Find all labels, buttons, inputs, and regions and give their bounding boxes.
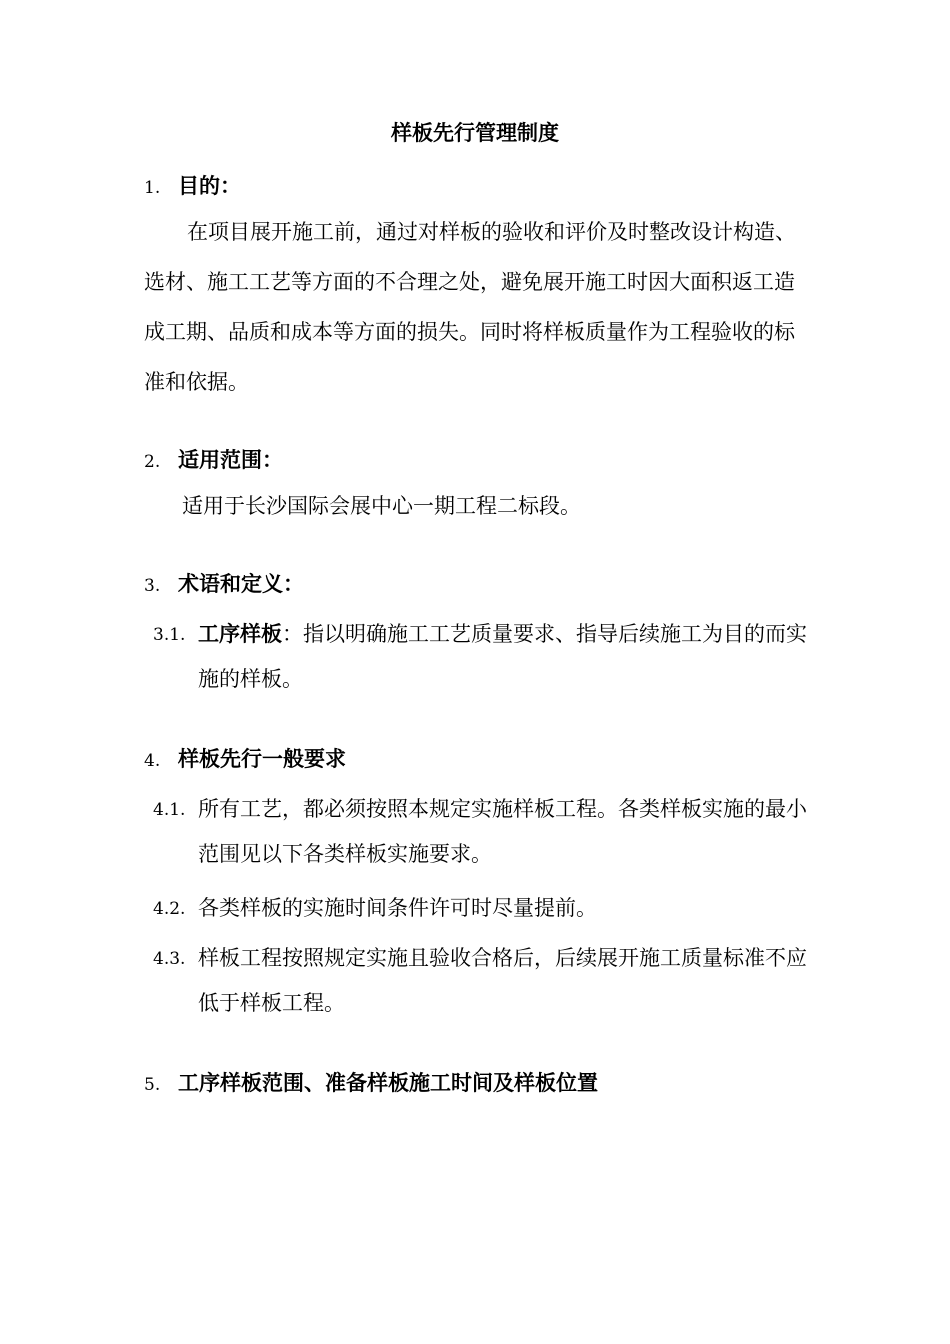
section-title: 适用范围：	[178, 448, 283, 472]
section-title: 工序样板范围、准备样板施工时间及样板位置	[178, 1071, 598, 1095]
section-title: 术语和定义：	[178, 572, 304, 596]
item-number: 3.1.	[153, 625, 186, 645]
list-item: 样板工程按照规定实施且验收合格后，后续展开施工质量标准不应低于样板工程。	[198, 946, 807, 1015]
item-term: 工序样板	[198, 622, 282, 646]
item-text: ：指以明确施工工艺质量要求、指导后续施工为目的而实施的样板。	[198, 622, 807, 691]
item-number: 4.2.	[153, 899, 186, 919]
list-item: 所有工艺，都必须按照本规定实施样板工程。各类样板实施的最小范围见以下各类样板实施要求。	[198, 797, 807, 866]
item-number: 4.3.	[153, 949, 186, 969]
section-heading-2	[144, 444, 283, 476]
section-number: 4.	[144, 751, 161, 771]
document-title: 样板先行管理制度	[391, 121, 559, 145]
list-item	[198, 612, 818, 702]
list-item: 各类样板的实施时间条件许可时尽量提前。	[198, 896, 597, 920]
section-number: 1.	[144, 178, 161, 198]
section-paragraph-1: 在项目展开施工前，通过对样板的验收和评价及时整改设计构造、选材、施工工艺等方面的不合理之处，避免展开施工时因大面积返工造成工期、品质和成本等方面的损失。同时将样板质量作为工程验收的标准和依据。	[144, 220, 796, 394]
section-heading-3	[144, 568, 304, 600]
section-number: 5.	[144, 1075, 161, 1095]
section-number: 2.	[144, 452, 161, 472]
section-paragraph-2: 适用于长沙国际会展中心一期工程二标段。	[182, 494, 581, 518]
section-title: 目的：	[178, 174, 241, 198]
item-number: 4.1.	[153, 800, 186, 820]
section-heading-4	[144, 743, 346, 775]
section-heading-1	[144, 170, 241, 202]
section-title: 样板先行一般要求	[178, 747, 346, 771]
section-heading-5	[144, 1067, 598, 1099]
section-number: 3.	[144, 576, 161, 596]
